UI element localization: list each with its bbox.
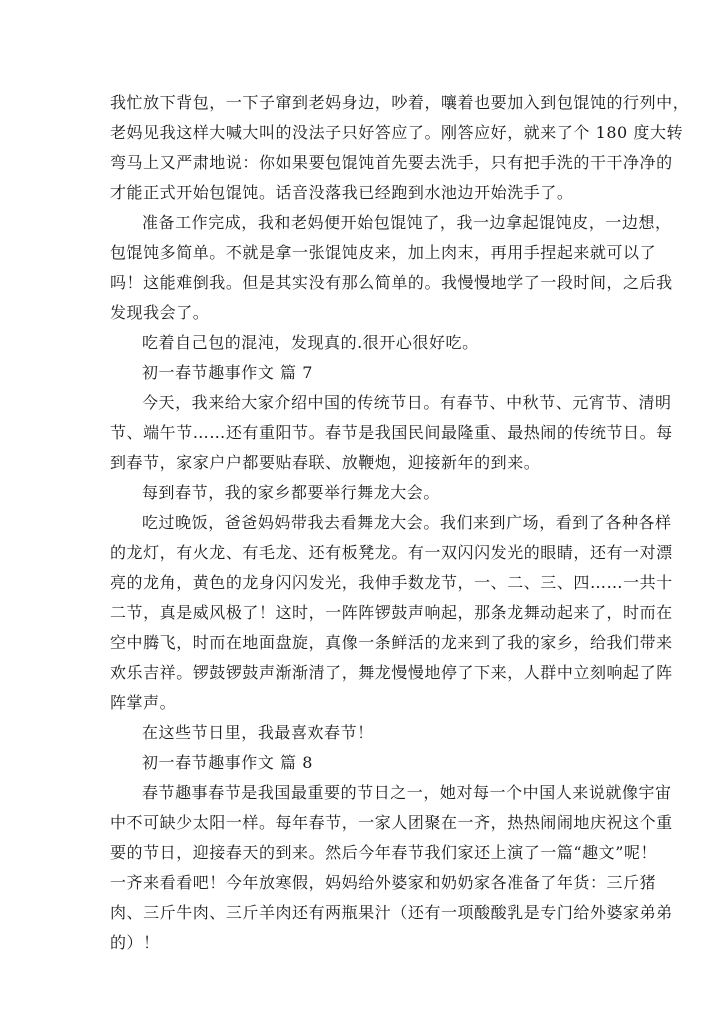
paragraph-line: 我忙放下背包，一下子窜到老妈身边，吵着，嚷着也要加入到包馄饨的行列中， bbox=[110, 93, 690, 112]
paragraph-line: 老妈见我这样大喊大叫的没法子只好答应了。刚答应好，就来了个 180 度大转 bbox=[110, 123, 684, 142]
paragraph-line: 才能正式开始包馄饨。话音没落我已经跑到水池边开始洗手了。 bbox=[110, 183, 574, 202]
paragraph-line: 到春节，家家户户都要贴春联、放鞭炮，迎接新年的到来。 bbox=[110, 453, 541, 472]
paragraph-line: 阵掌声。 bbox=[110, 693, 177, 712]
paragraph-line: 要的节日，迎接春天的到来。然后今年春节我们家还上演了一篇“趣文”呢！ bbox=[110, 843, 658, 862]
document-page bbox=[110, 88, 690, 958]
paragraph-line: 二节，真是威风极了！这时，一阵阵锣鼓声响起，那条龙舞动起来了，时而在 bbox=[110, 603, 673, 622]
paragraph-line: 中不可缺少太阳一样。每年春节，一家人团聚在一齐，热热闹闹地庆祝这个重 bbox=[110, 813, 673, 832]
paragraph-line: 一齐来看看吧！今年放寒假，妈妈给外婆家和奶奶家各准备了年货：三斤猪 bbox=[110, 873, 657, 892]
paragraph-line: 弯马上又严肃地说：你如果要包馄饨首先要去洗手，只有把手洗的干干净净的 bbox=[110, 153, 673, 172]
paragraph-line: 包馄饨多简单。不就是拿一张馄饨皮来，加上肉末，再用手捏起来就可以了 bbox=[110, 243, 657, 262]
paragraph-line: 欢乐吉祥。锣鼓锣鼓声渐渐清了，舞龙慢慢地停了下来，人群中立刻响起了阵 bbox=[110, 663, 673, 682]
paragraph-line: 吃过晚饭，爸爸妈妈带我去看舞龙大会。我们来到广场，看到了各种各样 bbox=[142, 513, 672, 532]
paragraph-line: 发现我会了。 bbox=[110, 303, 210, 322]
paragraph-line: 春节趣事春节是我国最重要的节日之一，她对每一个中国人来说就像宇宙 bbox=[142, 783, 672, 802]
section-heading: 初一春节趣事作文 篇 7 bbox=[142, 363, 313, 382]
paragraph-line: 吃着自己包的混沌，发现真的.很开心很好吃。 bbox=[142, 333, 479, 352]
section-heading: 初一春节趣事作文 篇 8 bbox=[142, 753, 313, 772]
paragraph-line: 的龙灯，有火龙、有毛龙、还有板凳龙。有一双闪闪发光的眼睛，还有一对漂 bbox=[110, 543, 673, 562]
paragraph-line: 空中腾飞，时而在地面盘旋，真像一条鲜活的龙来到了我的家乡，给我们带来 bbox=[110, 633, 673, 652]
paragraph-line: 在这些节日里，我最喜欢春节！ bbox=[142, 723, 374, 742]
paragraph-line: 准备工作完成，我和老妈便开始包馄饨了，我一边拿起馄饨皮，一边想， bbox=[142, 213, 672, 232]
paragraph-line: 吗！这能难倒我。但是其实没有那么简单的。我慢慢地学了一段时间，之后我 bbox=[110, 273, 673, 292]
paragraph-line: 节、端午节……还有重阳节。春节是我国民间最隆重、最热闹的传统节日。每 bbox=[110, 423, 673, 442]
paragraph-line: 每到春节，我的家乡都要举行舞龙大会。 bbox=[142, 483, 440, 502]
paragraph-line: 肉、三斤牛肉、三斤羊肉还有两瓶果汁（还有一项酸酸乳是专门给外婆家弟弟 bbox=[110, 903, 673, 922]
paragraph-line: 的）！ bbox=[110, 933, 160, 952]
paragraph-line: 亮的龙角，黄色的龙身闪闪发光，我伸手数龙节，一、二、三、四……一共十 bbox=[110, 573, 673, 592]
paragraph-line: 今天，我来给大家介绍中国的传统节日。有春节、中秋节、元宵节、清明 bbox=[142, 393, 672, 412]
